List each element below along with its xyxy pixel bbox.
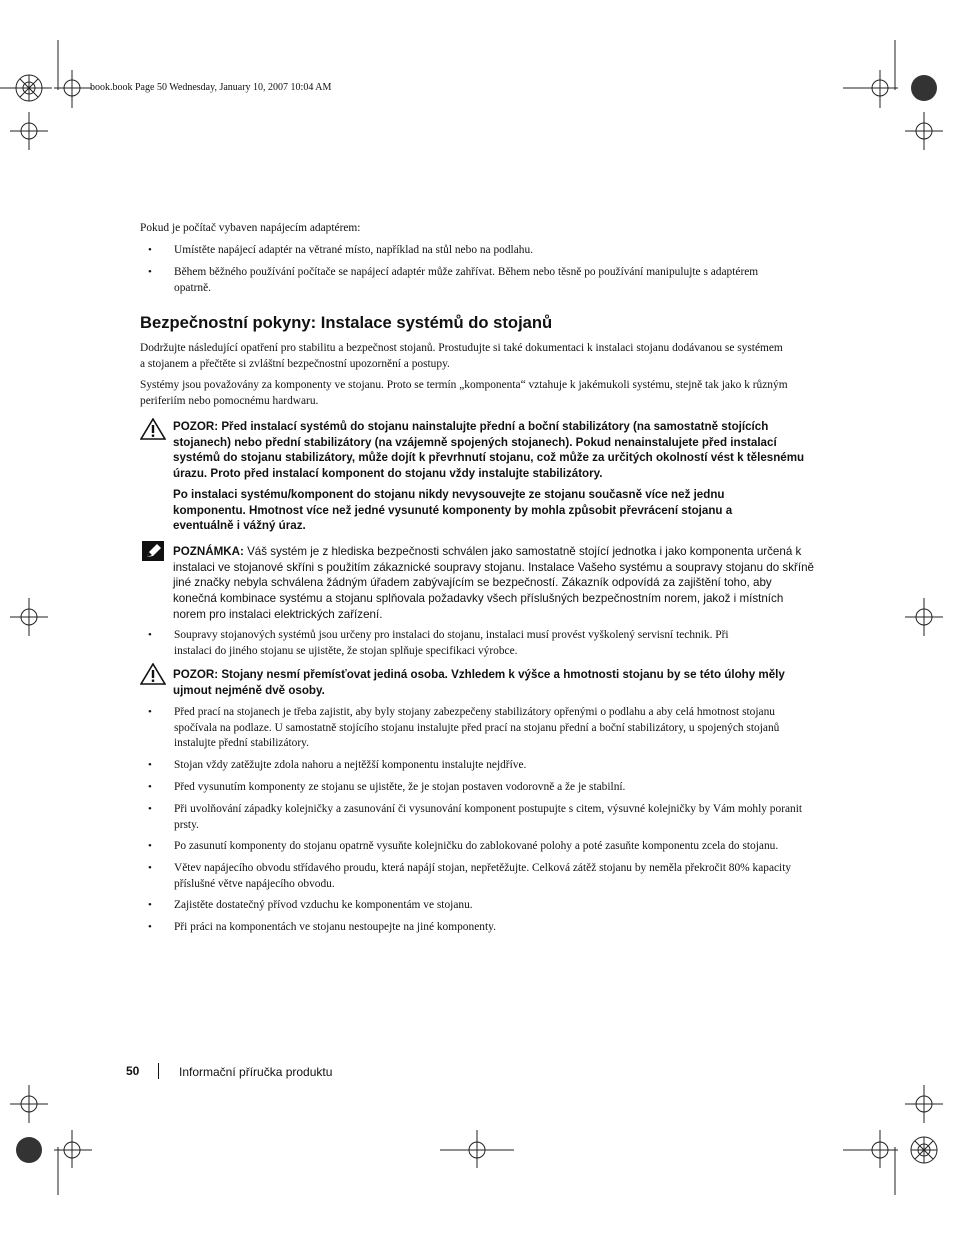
list-item: • Větev napájecího obvodu střídavého proudu, která napájí stojan, nepřetěžujte. Celková zátěž stojanu by neměla překročit 80% kapacity příslušné větve napájecího obvodu. bbox=[148, 862, 792, 890]
bullet-icon: • bbox=[148, 266, 152, 278]
bullet-icon: • bbox=[148, 921, 152, 933]
list-item: • Během běžného používání počítače se napájecí adaptér může zahřívat. Během nebo těsně po používání manipulujte s adaptérem opatrně. bbox=[148, 266, 759, 294]
note-label: POZNÁMKA: bbox=[173, 545, 244, 558]
paragraph: Systémy jsou považovány za komponenty ve stojanu. Proto se termín „komponenta“ vztahuje k jakémukoli systému, stejně tak jako k různým periferiím nebo pomocnému hardwaru. bbox=[140, 379, 788, 407]
bullet-icon: • bbox=[148, 629, 152, 641]
caution-label: POZOR: bbox=[173, 420, 219, 433]
page-number: 50 bbox=[126, 1064, 140, 1078]
bullet-icon: • bbox=[148, 899, 152, 911]
caution-notice bbox=[173, 419, 813, 481]
paragraph: Dodržujte následující opatření pro stabilitu a bezpečnost stojanů. Prostudujte si také dokumentaci k instalaci stojanu dodávanou se systémem a stojanem a přečtěte si zvláštní bezpečnostní upozornění a postupy. bbox=[140, 342, 783, 370]
note-pencil-icon bbox=[142, 541, 164, 561]
bullet-icon: • bbox=[148, 803, 152, 815]
bullet-icon: • bbox=[148, 781, 152, 793]
list-item: • Zajistěte dostatečný přívod vzduchu ke komponentám ve stojanu. bbox=[148, 898, 818, 914]
caution-label: POZOR: bbox=[173, 668, 219, 681]
footer-divider bbox=[158, 1063, 159, 1079]
bullet-icon: • bbox=[148, 244, 152, 256]
warning-triangle-icon bbox=[140, 418, 166, 440]
caution-text-2: Po instalaci systému/komponent do stojanu nikdy nevysouvejte ze stojanu současně více než jednu komponentu. Hmotnost více než jedné vysunuté komponenty by mohla způsobit převrácení stojanu a eventuálně i vážný úraz. bbox=[173, 488, 733, 533]
section-title: Bezpečnostní pokyny: Instalace systémů do stojanů bbox=[140, 313, 553, 332]
list-item: • Při práci na komponentách ve stojanu nestoupejte na jiné komponenty. bbox=[148, 920, 818, 936]
warning-triangle-icon bbox=[140, 663, 166, 685]
list-item: • Před vysunutím komponenty ze stojanu se ujistěte, že je stojan postaven vodorovně a že je stabilní. bbox=[148, 780, 818, 796]
caution-text: Před instalací systémů do stojanu nainstalujte přední a boční stabilizátory (na samostatně stojících stojanech) nebo přední stabilizátory (na vzájemně spojených stojanech). Pokud nenainstalujete před instalací systémů do stojanu stabilizátory, může dojít k převrhnutí stojanu, což může za určitých okolností vést k tělesnému úrazu. Proto před instalací komponent do stojanu vždy instalujte stabilizátory. bbox=[173, 420, 805, 480]
caution-text: Stojany nesmí přemísťovat jediná osoba. Vzhledem k výšce a hmotnosti stojanu by se této úlohy měly ujmout nejméně dvě osoby. bbox=[173, 668, 785, 697]
list-item: • Před prací na stojanech je třeba zajistit, aby byly stojany zabezpečeny stabilizátory opřenými o podlahu a aby celá hmotnost stojanu spočívala na podlaze. U samostatně stojícího stojanu instalujte před prací na stojanu přední a boční stabilizátory, u spojených stojanů instalujte přední stabilizátory. bbox=[148, 706, 780, 750]
footer-title: Informační příručka produktu bbox=[179, 1065, 333, 1079]
bullet-icon: • bbox=[148, 759, 152, 771]
list-item: • Po zasunutí komponenty do stojanu opatrně vysuňte kolejničku do zablokované polohy a poté zasuňte komponentu zcela do stojanu. bbox=[148, 839, 828, 855]
list-item: • Soupravy stojanových systémů jsou určeny pro instalaci do stojanu, instalaci musí provést vyškolený servisní technik. Při instalaci do jiného stojanu se ujistěte, že stojan splňuje specifikaci výrobce. bbox=[148, 629, 729, 657]
note-text: Váš systém je z hlediska bezpečnosti schválen jako samostatně stojící jednotka i jako komponenta určená k instalaci ve stojanové skříni s použitím zákaznické soupravy stojanu. Instalace Vašeho systému a soupravy stojanu do skříně jiné značky nebyla schválena žádným úřadem zabývajícím se bezpečností. Zákazník odpovídá za zajištění toho, aby konečná kombinace systému a stojanu splňovala požadavky všech příslušných bezpečnostním norem, jakož i místních norem pro instalaci elektrických zařízení. bbox=[173, 545, 814, 621]
intro-paragraph: Pokud je počítač vybaven napájecím adaptérem: bbox=[140, 222, 361, 234]
caution-notice bbox=[173, 667, 813, 698]
bullet-icon: • bbox=[148, 706, 152, 718]
list-item: • Stojan vždy zatěžujte zdola nahoru a nejtěžší komponentu instalujte nejdříve. bbox=[148, 758, 818, 774]
bullet-icon: • bbox=[148, 840, 152, 852]
print-header: book.book Page 50 Wednesday, January 10, 2007 10:04 AM bbox=[90, 82, 332, 93]
list-item: • Umístěte napájecí adaptér na větrané místo, například na stůl nebo na podlahu. bbox=[148, 243, 818, 259]
note-notice bbox=[173, 544, 818, 623]
list-item: • Při uvolňování západky kolejničky a zasunování či vysunování komponent postupujte s citem, výsuvné kolejničky by Vám mohly poranit prsty. bbox=[148, 803, 803, 831]
bullet-icon: • bbox=[148, 862, 152, 874]
